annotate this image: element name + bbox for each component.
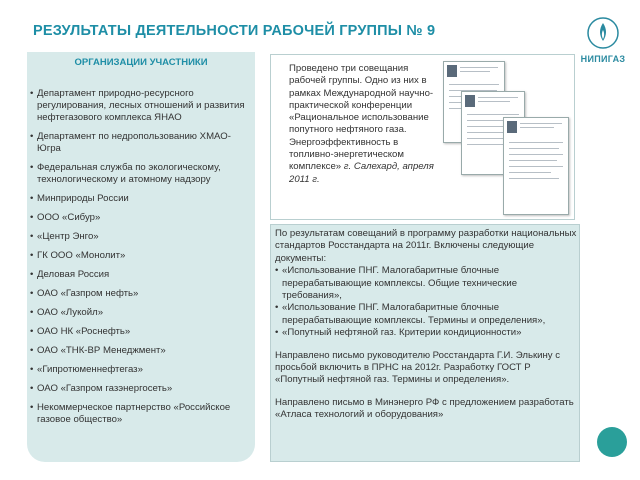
next-slide-button[interactable] [597,427,627,457]
participants-list [33,88,251,433]
list-item: • Департамент природно-ресурсного регулирования, лесных отношений и развития нефтегазового комплекса ЯНАО [33,88,251,124]
list-item: • ГК ООО «Монолит» [33,250,251,262]
list-item: • ОАО «Газпром газэнергосеть» [33,383,251,395]
list-item: • ОАО «Лукойл» [33,307,251,319]
standard-item: • «Использование ПНГ. Малогабаритные блочные перерабатывающие комплексы. Термины и определения», [275,302,577,327]
list-item: • ОАО НК «Роснефть» [33,326,251,338]
list-item: • Деловая Россия [33,269,251,281]
company-logo [572,14,634,74]
participants-panel [27,52,255,462]
list-item: • Федеральная служба по экологическому, технологическому и атомному надзору [33,162,251,186]
logo-text: НИПИГАЗ [580,54,626,64]
gas-flame-logo-icon [572,14,634,54]
list-item: • ООО «Сибур» [33,212,251,224]
meetings-text-italic: г. Салехард, апреля 2011 г. [289,161,434,185]
results-text [275,228,577,422]
meetings-text [289,63,439,186]
next-slide-icon [597,427,627,457]
letter-minenergo: Направлено письмо в Минэнерго РФ с предложением разработать «Атласа технологий и оборудования» [275,396,574,421]
list-item: • Департамент по недропользованию ХМАО-Югра [33,131,251,155]
list-item: • ОАО «Газпром нефть» [33,288,251,300]
meetings-text-plain: Проведено три совещания рабочей группы. Одно из них в рамках Международной научно-практической конференции «Рациональное использование попутного нефтяного газа. Энергоэффективность в топливно-энергетическом комплексе» [289,63,434,173]
letter-rosstandart: Направлено письмо руководителю Росстандарта Г.И. Элькину с просьбой включить в ПРНС на 2012г. Разработку ГОСТ Р «Попутный нефтяной газ. Термины и определения». [275,349,561,386]
list-item: • Некоммерческое партнерство «Российское газовое общество» [33,402,251,426]
list-item: • Минприроды России [33,193,251,205]
list-item: • «Центр Энго» [33,231,251,243]
document-thumbnail [503,117,569,215]
standard-item: • «Попутный нефтяной газ. Критерии кондиционности» [275,327,577,339]
list-item: • ОАО «ТНК-ВР Менеджмент» [33,345,251,357]
participants-heading: ОРГАНИЗАЦИИ УЧАСТНИКИ [74,57,208,68]
results-intro: По результатам совещаний в программу разработки национальных стандартов Росстандарта на 2011г. Включены следующие документы: [275,228,577,264]
list-item: • «Гипротюменнефтегаз» [33,364,251,376]
page-title: РЕЗУЛЬТАТЫ ДЕЯТЕЛЬНОСТИ РАБОЧЕЙ ГРУППЫ № 9 [33,23,436,39]
results-box [270,224,580,462]
meetings-box [270,54,575,220]
standard-item: • «Использование ПНГ. Малогабаритные блочные перерабатывающие комплексы. Общие технические требования», [275,265,577,302]
